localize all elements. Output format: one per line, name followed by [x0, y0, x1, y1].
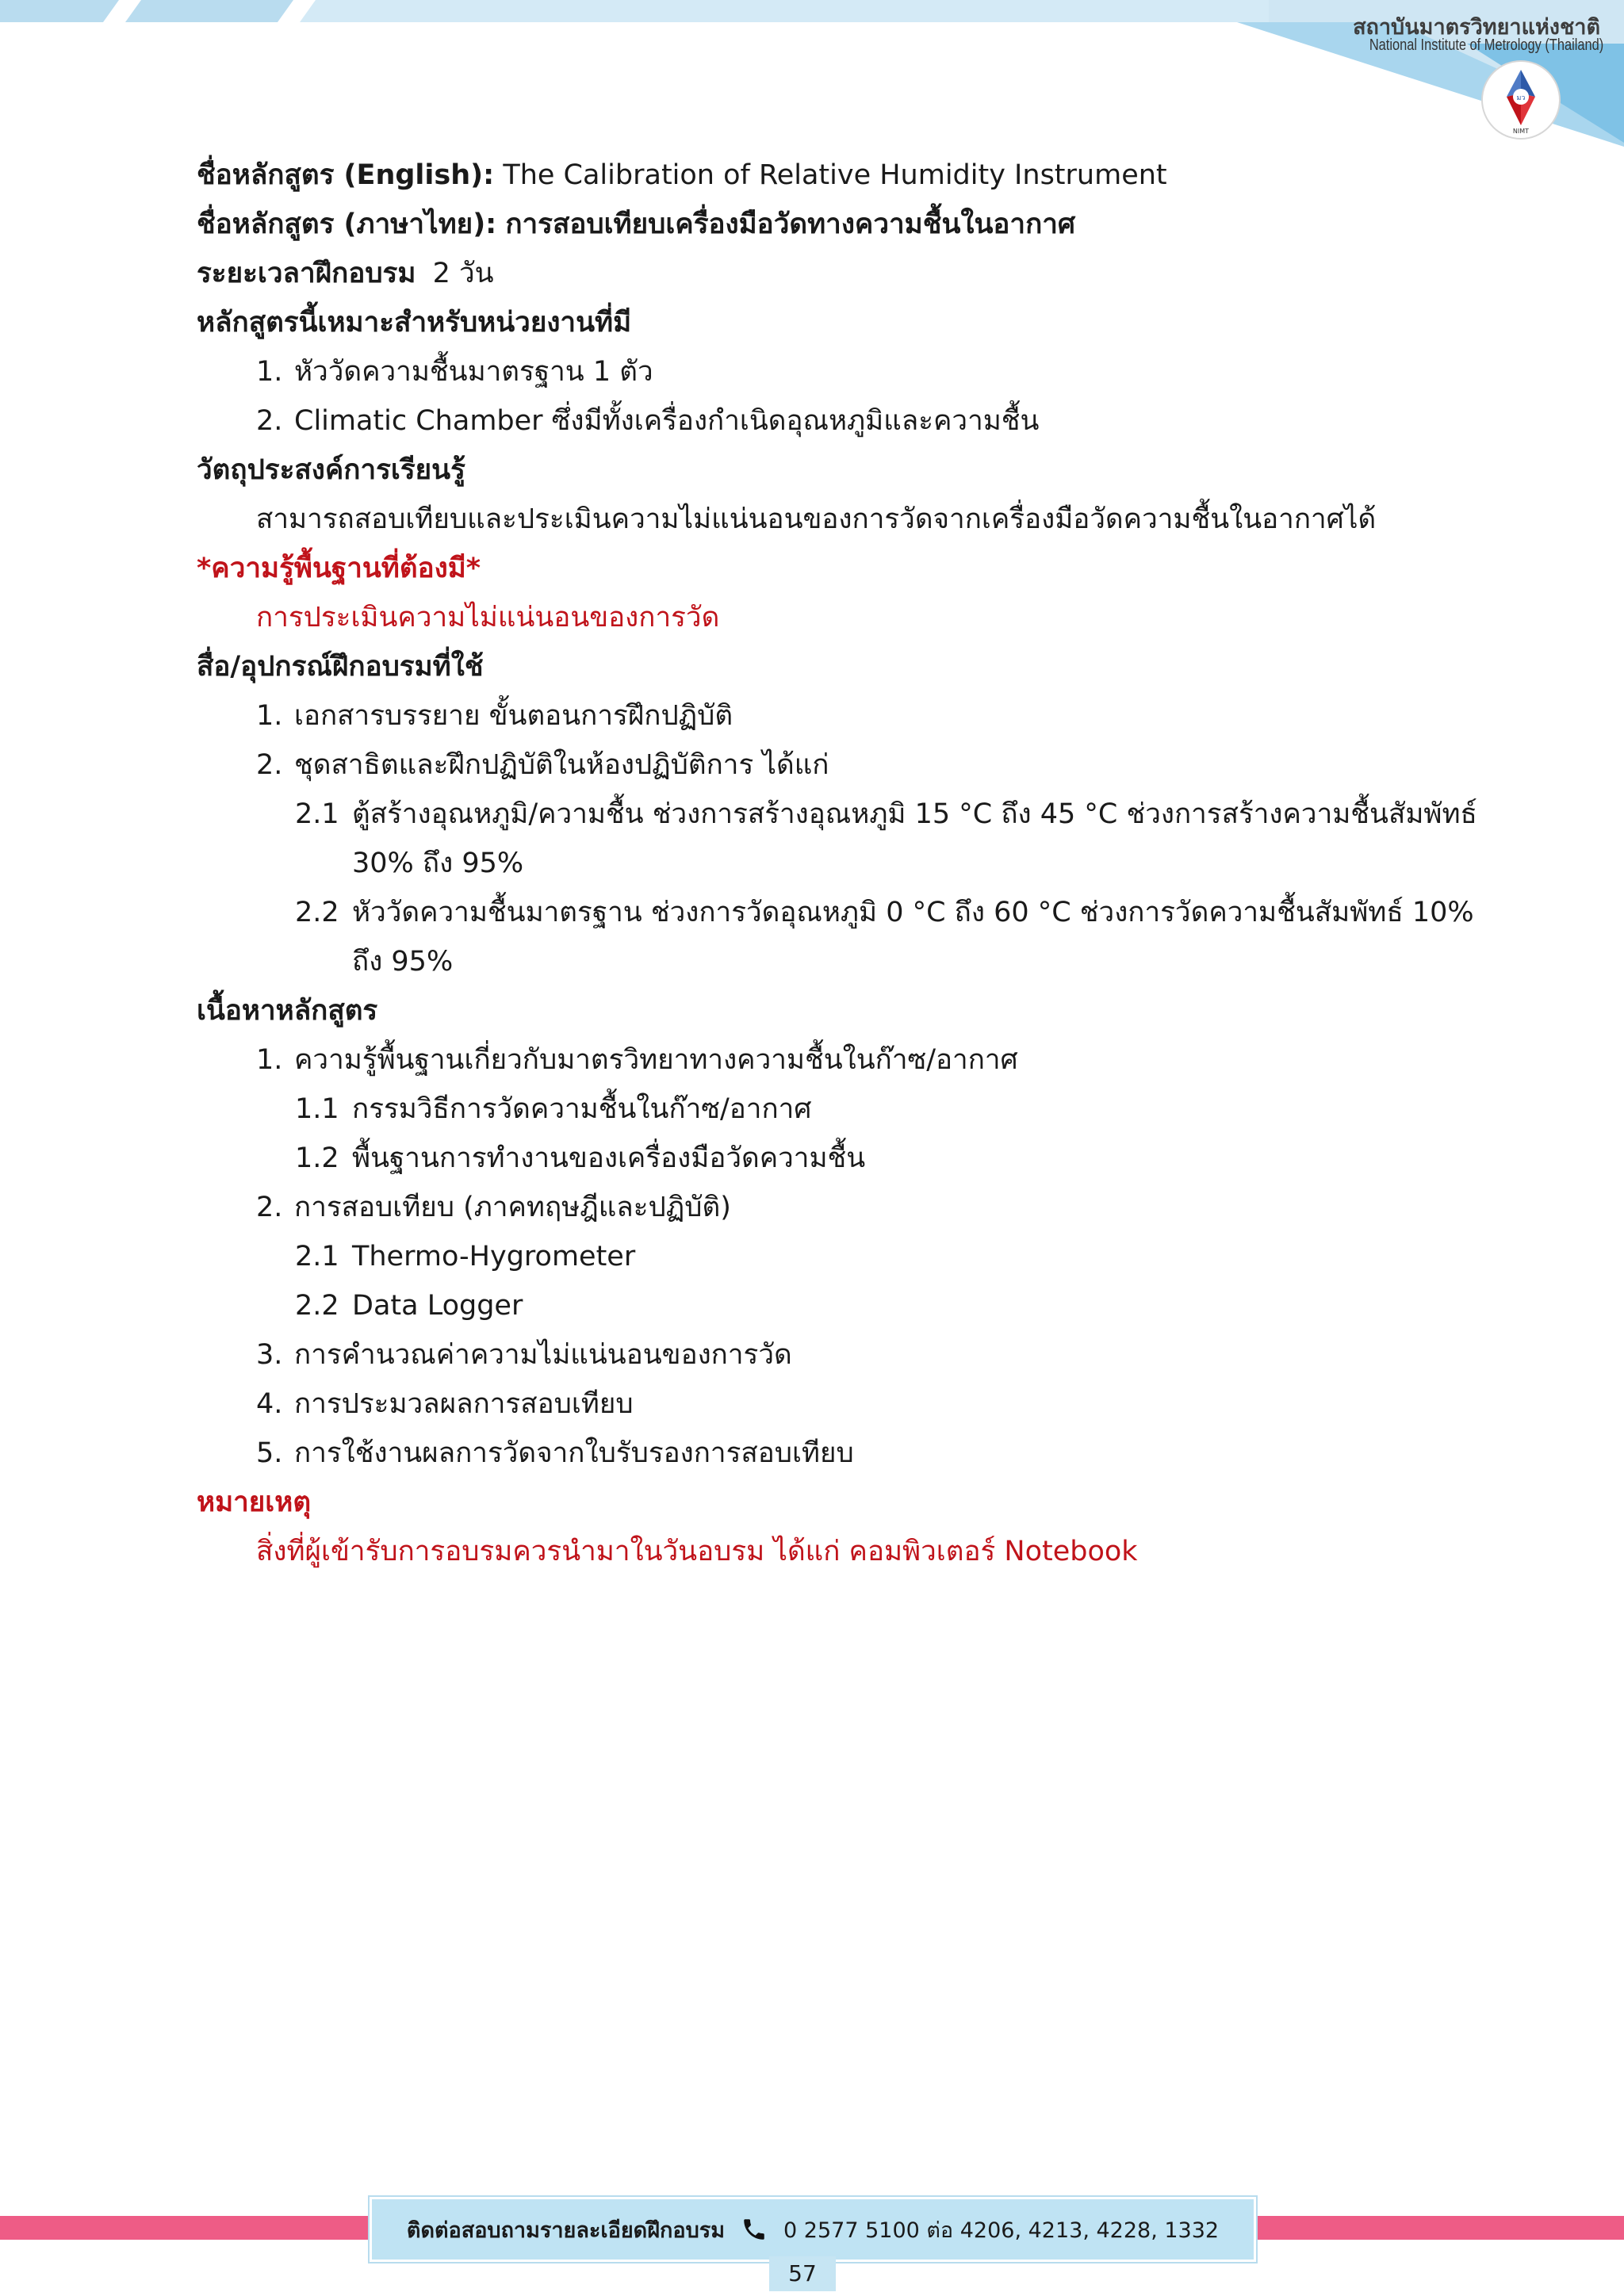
institute-name-english: National Institute of Metrology (Thailand) — [1369, 36, 1603, 54]
content-subitem — [197, 1085, 1505, 1134]
content-subitem-text: Thermo-Hygrometer — [352, 1241, 636, 1272]
list-number: 2. — [256, 405, 283, 437]
suitable-item — [197, 396, 1505, 446]
list-number: 2.1 — [295, 1241, 339, 1272]
list-number: 2.1 — [295, 798, 339, 830]
course-title-english-label: ชื่อหลักสูตร (English): — [197, 159, 495, 191]
list-number: 1. — [256, 1044, 283, 1076]
media-heading: สื่อ/อุปกรณ์ฝึกอบรมที่ใช้ — [197, 651, 484, 683]
media-subitem-text: ตู้สร้างอุณหภูมิ/ความชื้น ช่วงการสร้างอุณหภูมิ 15 °C ถึง 45 °C ช่วงการสร้างความชื้นสัมพัทธ์ — [352, 798, 1477, 830]
list-number: 2. — [256, 749, 283, 781]
nimt-logo — [1483, 62, 1559, 138]
content-item-text: การสอบเทียบ (ภาคทฤษฎีและปฏิบัติ) — [294, 1192, 731, 1223]
list-number: 5. — [256, 1437, 283, 1469]
content-subitem-text: กรรมวิธีการวัดความชื้นในก๊าซ/อากาศ — [352, 1093, 812, 1125]
prerequisite-text: การประเมินความไม่แน่นอนของการวัด — [256, 602, 720, 633]
contact-label: ติดต่อสอบถามรายละเอียดฝึกอบรม — [406, 2218, 726, 2243]
course-title-thai-label: ชื่อหลักสูตร (ภาษาไทย): — [197, 209, 497, 240]
content-item — [197, 1035, 1505, 1085]
nimt-logo-icon — [1483, 62, 1559, 138]
list-number: 1.2 — [295, 1142, 339, 1174]
content-subitem-text: Data Logger — [352, 1290, 523, 1322]
objective-heading: วัตถุประสงค์การเรียนรู้ — [197, 454, 465, 486]
list-number: 1. — [256, 356, 283, 388]
course-title-english-row — [197, 151, 1505, 200]
contact-phone[interactable]: 0 2577 5100 ต่อ 4206, 4213, 4228, 1332 — [783, 2218, 1220, 2243]
content-subitem — [197, 1281, 1505, 1330]
note-heading: หมายเหตุ — [197, 1487, 312, 1518]
media-subitem — [197, 790, 1505, 839]
media-subitem-continued: 30% ถึง 95% — [352, 848, 524, 879]
content-subitem — [197, 1232, 1505, 1281]
content-item-text: ความรู้พื้นฐานเกี่ยวกับมาตรวิทยาทางความชื้นในก๊าซ/อากาศ — [294, 1044, 1018, 1076]
media-subitem-text: หัววัดความชื้นมาตรฐาน ช่วงการวัดอุณหภูมิ 0 °C ถึง 60 °C ช่วงการวัดความชื้นสัมพัทธ์ 10% — [352, 897, 1474, 928]
content-heading: เนื้อหาหลักสูตร — [197, 995, 378, 1027]
list-number: 2.2 — [295, 1290, 339, 1322]
list-number: 2.2 — [295, 897, 339, 928]
course-title-thai: การสอบเทียบเครื่องมือวัดทางความชื้นในอากาศ — [505, 209, 1076, 240]
duration-value: 2 วัน — [432, 258, 494, 289]
media-item — [197, 691, 1505, 740]
note-text: สิ่งที่ผู้เข้ารับการอบรมควรนำมาในวันอบรม ได้แก่ คอมพิวเตอร์ Notebook — [256, 1536, 1138, 1567]
content-item-text: การประมวลผลการสอบเทียบ — [294, 1388, 634, 1420]
media-subitem-continued: ถึง 95% — [352, 946, 454, 978]
list-number: 1. — [256, 700, 283, 732]
media-item — [197, 740, 1505, 790]
content-subitem — [197, 1134, 1505, 1183]
svg-text:มว: มว — [1516, 94, 1526, 102]
content-item-text: การคำนวณค่าความไม่แน่นอนของการวัด — [294, 1339, 792, 1371]
institute-name-thai: สถาบันมาตรวิทยาแห่งชาติ — [1353, 15, 1600, 40]
content-item — [197, 1429, 1505, 1478]
list-number: 1.1 — [295, 1093, 339, 1125]
media-item-text: ชุดสาธิตและฝึกปฏิบัติในห้องปฏิบัติการ ได้แก่ — [294, 749, 829, 781]
phone-icon — [741, 2216, 768, 2243]
content-item — [197, 1380, 1505, 1429]
content-item — [197, 1330, 1505, 1380]
list-number: 2. — [256, 1192, 283, 1223]
contact-box — [370, 2197, 1256, 2262]
suitable-heading: หลักสูตรนี้เหมาะสำหรับหน่วยงานที่มี — [197, 307, 632, 339]
list-number: 3. — [256, 1339, 283, 1371]
content-subitem-text: พื้นฐานการทำงานของเครื่องมือวัดความชื้น — [352, 1142, 866, 1174]
prerequisite-heading: *ความรู้พื้นฐานที่ต้องมี* — [197, 553, 481, 584]
content-item-text: การใช้งานผลการวัดจากใบรับรองการสอบเทียบ — [294, 1437, 854, 1469]
duration-row — [197, 249, 1505, 298]
suitable-item-text: Climatic Chamber ซึ่งมีทั้งเครื่องกำเนิดอุณหภูมิและความชื้น — [294, 405, 1040, 437]
list-number: 4. — [256, 1388, 283, 1420]
logo-caption: NIMT — [1512, 128, 1530, 135]
media-item-text: เอกสารบรรยาย ขั้นตอนการฝึกปฏิบัติ — [294, 700, 733, 732]
suitable-item-text: หัววัดความชื้นมาตรฐาน 1 ตัว — [294, 356, 653, 388]
course-details — [197, 151, 1505, 1576]
objective-text: สามารถสอบเทียบและประเมินความไม่แน่นอนของการวัดจากเครื่องมือวัดความชื้นในอากาศได้ — [256, 503, 1377, 535]
media-subitem — [197, 888, 1505, 937]
duration-label: ระยะเวลาฝึกอบรม — [197, 258, 416, 289]
content-item — [197, 1183, 1505, 1232]
page-number: 57 — [769, 2256, 836, 2291]
suitable-item — [197, 347, 1505, 396]
course-title-thai-row — [197, 200, 1505, 249]
course-title-english: The Calibration of Relative Humidity Instrument — [503, 159, 1167, 191]
